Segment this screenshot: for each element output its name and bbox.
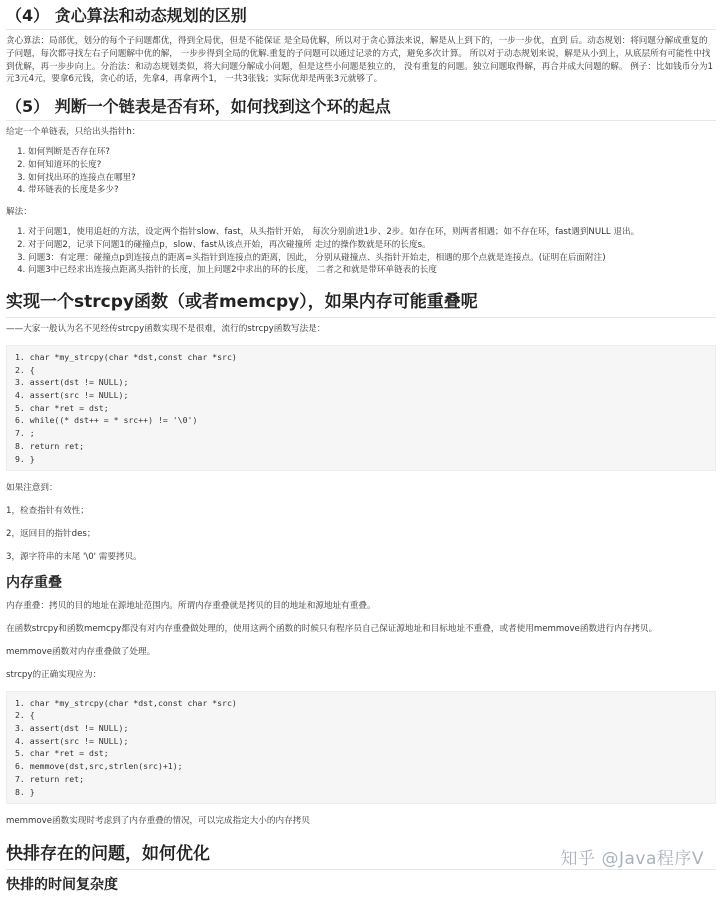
section-5-intro: 给定一个单链表，只给出头指针h： <box>6 127 141 138</box>
section-4-body: 贪心算法：局部优，划分的每个子问题都优，得到全局优，但是不能保证 是全局优解，所以对于贪心算法来说，解是从上到下的，一步一步优，直到 后。动态规划：将问题分解成重复的子问题，每次都寻找左右子问题解中优的解， 一步步得到全局的优解.重复的子问题可以通过记录的方式，避免多次计算。 所以对于动态规划来说，解是从小到上，从底层所有可能性中找到优解，再一步步向上。分治法：和动态规划类似，将大问题分解成小问题，但是这些小问题是独立的， 没有重复的问题。独立问题取得解，再合并成大问题的解。 例子：比如钱币分为1元3元4元，要拿6元钱，贪心的话，先拿4，再拿两个1， 一共3张钱；实际优却是两张3元就够了。 <box>6 36 714 85</box>
code-block-1 <box>6 345 716 471</box>
code-line: 1. char *my_strcpy(char *dst,const char *src) <box>15 697 237 708</box>
overlap-p5: memmove函数实现时考虑到了内存重叠的情况，可以完成指定大小的内存拷贝 <box>6 816 310 827</box>
list-item: 3. 问题3：有定理：碰撞点p到连接点的距离=头指针到连接点的距离，因此， 分别从碰撞点、头指针开始走，相遇的那个点就是连接点。(证明在后面附注) <box>28 252 716 265</box>
overlap-p3: memmove函数对内存重叠做了处理。 <box>6 647 156 658</box>
list-item: 4. 问题3中已经求出连接点距离头指针的长度，加上问题2中求出的环的长度， 二者之和就是带环单链表的长度 <box>28 264 716 277</box>
list-item: 1. 对于问题1，使用追赶的方法，设定两个指针slow、fast，从头指针开始， 每次分别前进1步、2步。如存在环，则两者相遇；如不存在环，fast遇到NULL 退出。 <box>28 226 716 239</box>
code-block-2 <box>6 691 716 805</box>
code-line: 5. char *ret = dst; <box>15 748 109 759</box>
question-list <box>6 146 716 197</box>
code-line: 4. assert(src != NULL); <box>15 735 129 746</box>
code-line: 1. char *my_strcpy(char *dst,const char *src) <box>15 351 237 362</box>
note-3: 3，源字符串的末尾 '\0' 需要拷贝。 <box>6 551 142 562</box>
code-line: 8. } <box>15 786 35 797</box>
solution-list <box>6 226 716 277</box>
code-line: 2. { <box>15 364 35 375</box>
code-line: 6. memmove(dst,src,strlen(src)+1); <box>15 761 183 772</box>
strcpy-heading: 实现一个strcpy函数（或者memcpy），如果内存可能重叠呢 <box>6 281 716 318</box>
list-item: 2. 如何知道环的长度? <box>28 159 716 172</box>
list-item: 3. 如何找出环的连接点在哪里? <box>28 172 716 185</box>
strcpy-intro: ——大家一般认为名不见经传strcpy函数实现不是很难，流行的strcpy函数写法是： <box>6 324 326 335</box>
quicksort-heading: 快排存在的问题，如何优化 <box>6 833 716 870</box>
overlap-p4: strcpy的正确实现应为： <box>6 669 102 680</box>
code-line: 6. while((* dst++ = * src++) != '\0') <box>15 415 198 426</box>
list-item: 1. 如何判断是否存在环? <box>28 146 716 159</box>
overlap-p1: 内存重叠：拷贝的目的地址在源地址范围内。所谓内存重叠就是拷贝的目的地址和源地址有重叠。 <box>6 601 376 612</box>
watermark: 知乎 @Java程序V <box>560 849 704 869</box>
code-line: 7. ; <box>15 428 35 439</box>
solution-label: 解法： <box>6 207 32 218</box>
overlap-heading: 内存重叠 <box>6 575 62 592</box>
code-line: 3. assert(dst != NULL); <box>15 723 129 734</box>
code-line: 8. return ret; <box>15 440 85 451</box>
list-item: 2. 对于问题2，记录下问题1的碰撞点p，slow、fast从该点开始，再次碰撞所 走过的操作数就是环的长度s。 <box>28 239 716 252</box>
overlap-p2: 在函数strcpy和函数memcpy都没有对内存重叠做处理的，使用这两个函数的时候只有程序员自己保证源地址和目标地址不重叠，或者使用memmove函数进行内存拷贝。 <box>6 624 658 635</box>
note-1: 1，检查指针有效性； <box>6 506 89 517</box>
quicksort-subheading: 快排的时间复杂度 <box>6 877 118 894</box>
note-2: 2，返回目的指针des； <box>6 528 96 539</box>
code-line: 9. } <box>15 453 35 464</box>
code-line: 7. return ret; <box>15 773 85 784</box>
section-5-heading: （5） 判断一个链表是否有环，如何找到这个环的起点 <box>6 91 716 121</box>
code-line: 4. assert(src != NULL); <box>15 390 129 401</box>
code-line: 5. char *ret = dst; <box>15 402 109 413</box>
code-line: 3. assert(dst != NULL); <box>15 377 129 388</box>
note-title: 如果注意到： <box>6 483 58 494</box>
code-line: 2. { <box>15 710 35 721</box>
list-item: 4. 带环链表的长度是多少? <box>28 184 716 197</box>
section-4-heading: （4） 贪心算法和动态规划的区别 <box>6 0 716 30</box>
